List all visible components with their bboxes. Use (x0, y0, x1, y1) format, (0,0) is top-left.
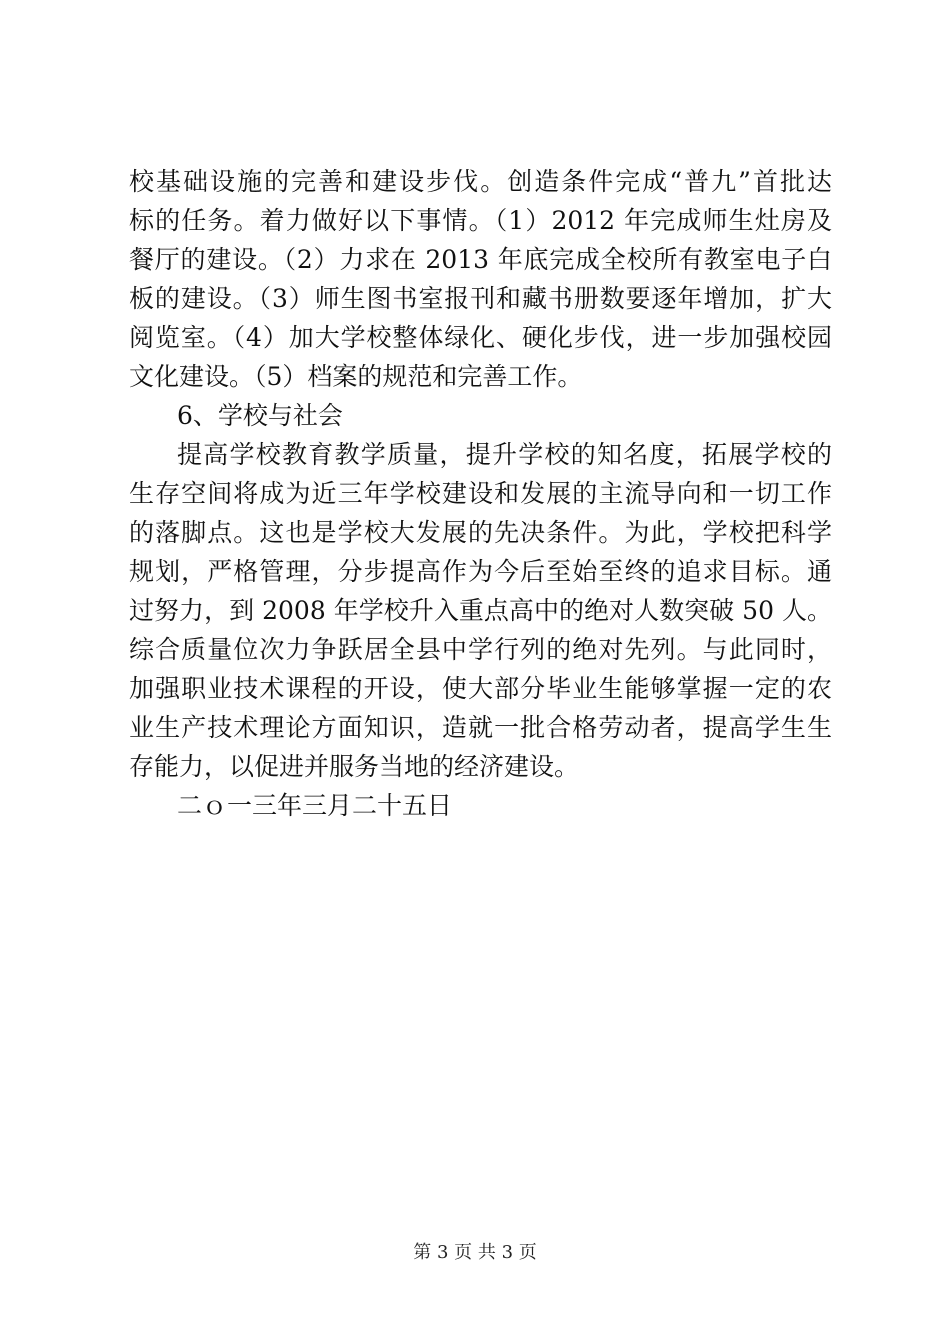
text-line: 的落脚点。这也是学校大发展的先决条件。为此，学校把科学 (129, 518, 832, 547)
date-line: 二ｏ一三年三月二十五日 (177, 791, 453, 820)
text-line: 阅览室。（4）加大学校整体绿化、硬化步伐，进一步加强校园 (129, 323, 832, 352)
text-line: 标的任务。着力做好以下事情。（1）2012 年完成师生灶房及 (129, 206, 832, 235)
text-line: 板的建设。（3）师生图书室报刊和藏书册数要逐年增加，扩大 (129, 284, 832, 313)
section-heading: 6、学校与社会 (177, 401, 343, 430)
text-line: 存能力，以促进并服务当地的经济建设。 (129, 752, 580, 781)
text-line: 餐厅的建设。（2）力求在 2013 年底完成全校所有教室电子白 (129, 245, 832, 274)
text-line: 生存空间将成为近三年学校建设和发展的主流导向和一切工作 (129, 479, 832, 508)
page-footer: 第 3 页 共 3 页 (413, 1242, 537, 1263)
body-text (129, 162, 832, 825)
text-line: 文化建设。（5）档案的规范和完善工作。 (129, 362, 583, 391)
text-line: 加强职业技术课程的开设，使大部分毕业生能够掌握一定的农 (129, 674, 832, 703)
text-line: 校基础设施的完善和建设步伐。创造条件完成“普九”首批达 (129, 167, 832, 196)
text-line: 业生产技术理论方面知识，造就一批合格劳动者，提高学生生 (129, 713, 832, 742)
text-line: 提高学校教育教学质量，提升学校的知名度，拓展学校的 (177, 440, 832, 469)
text-line: 综合质量位次力争跃居全县中学行列的绝对先列。与此同时， (129, 635, 832, 664)
text-line: 规划，严格管理，分步提高作为今后至始至终的追求目标。通 (129, 557, 832, 586)
text-line: 过努力，到 2008 年学校升入重点高中的绝对人数突破 50 人。 (129, 596, 832, 625)
